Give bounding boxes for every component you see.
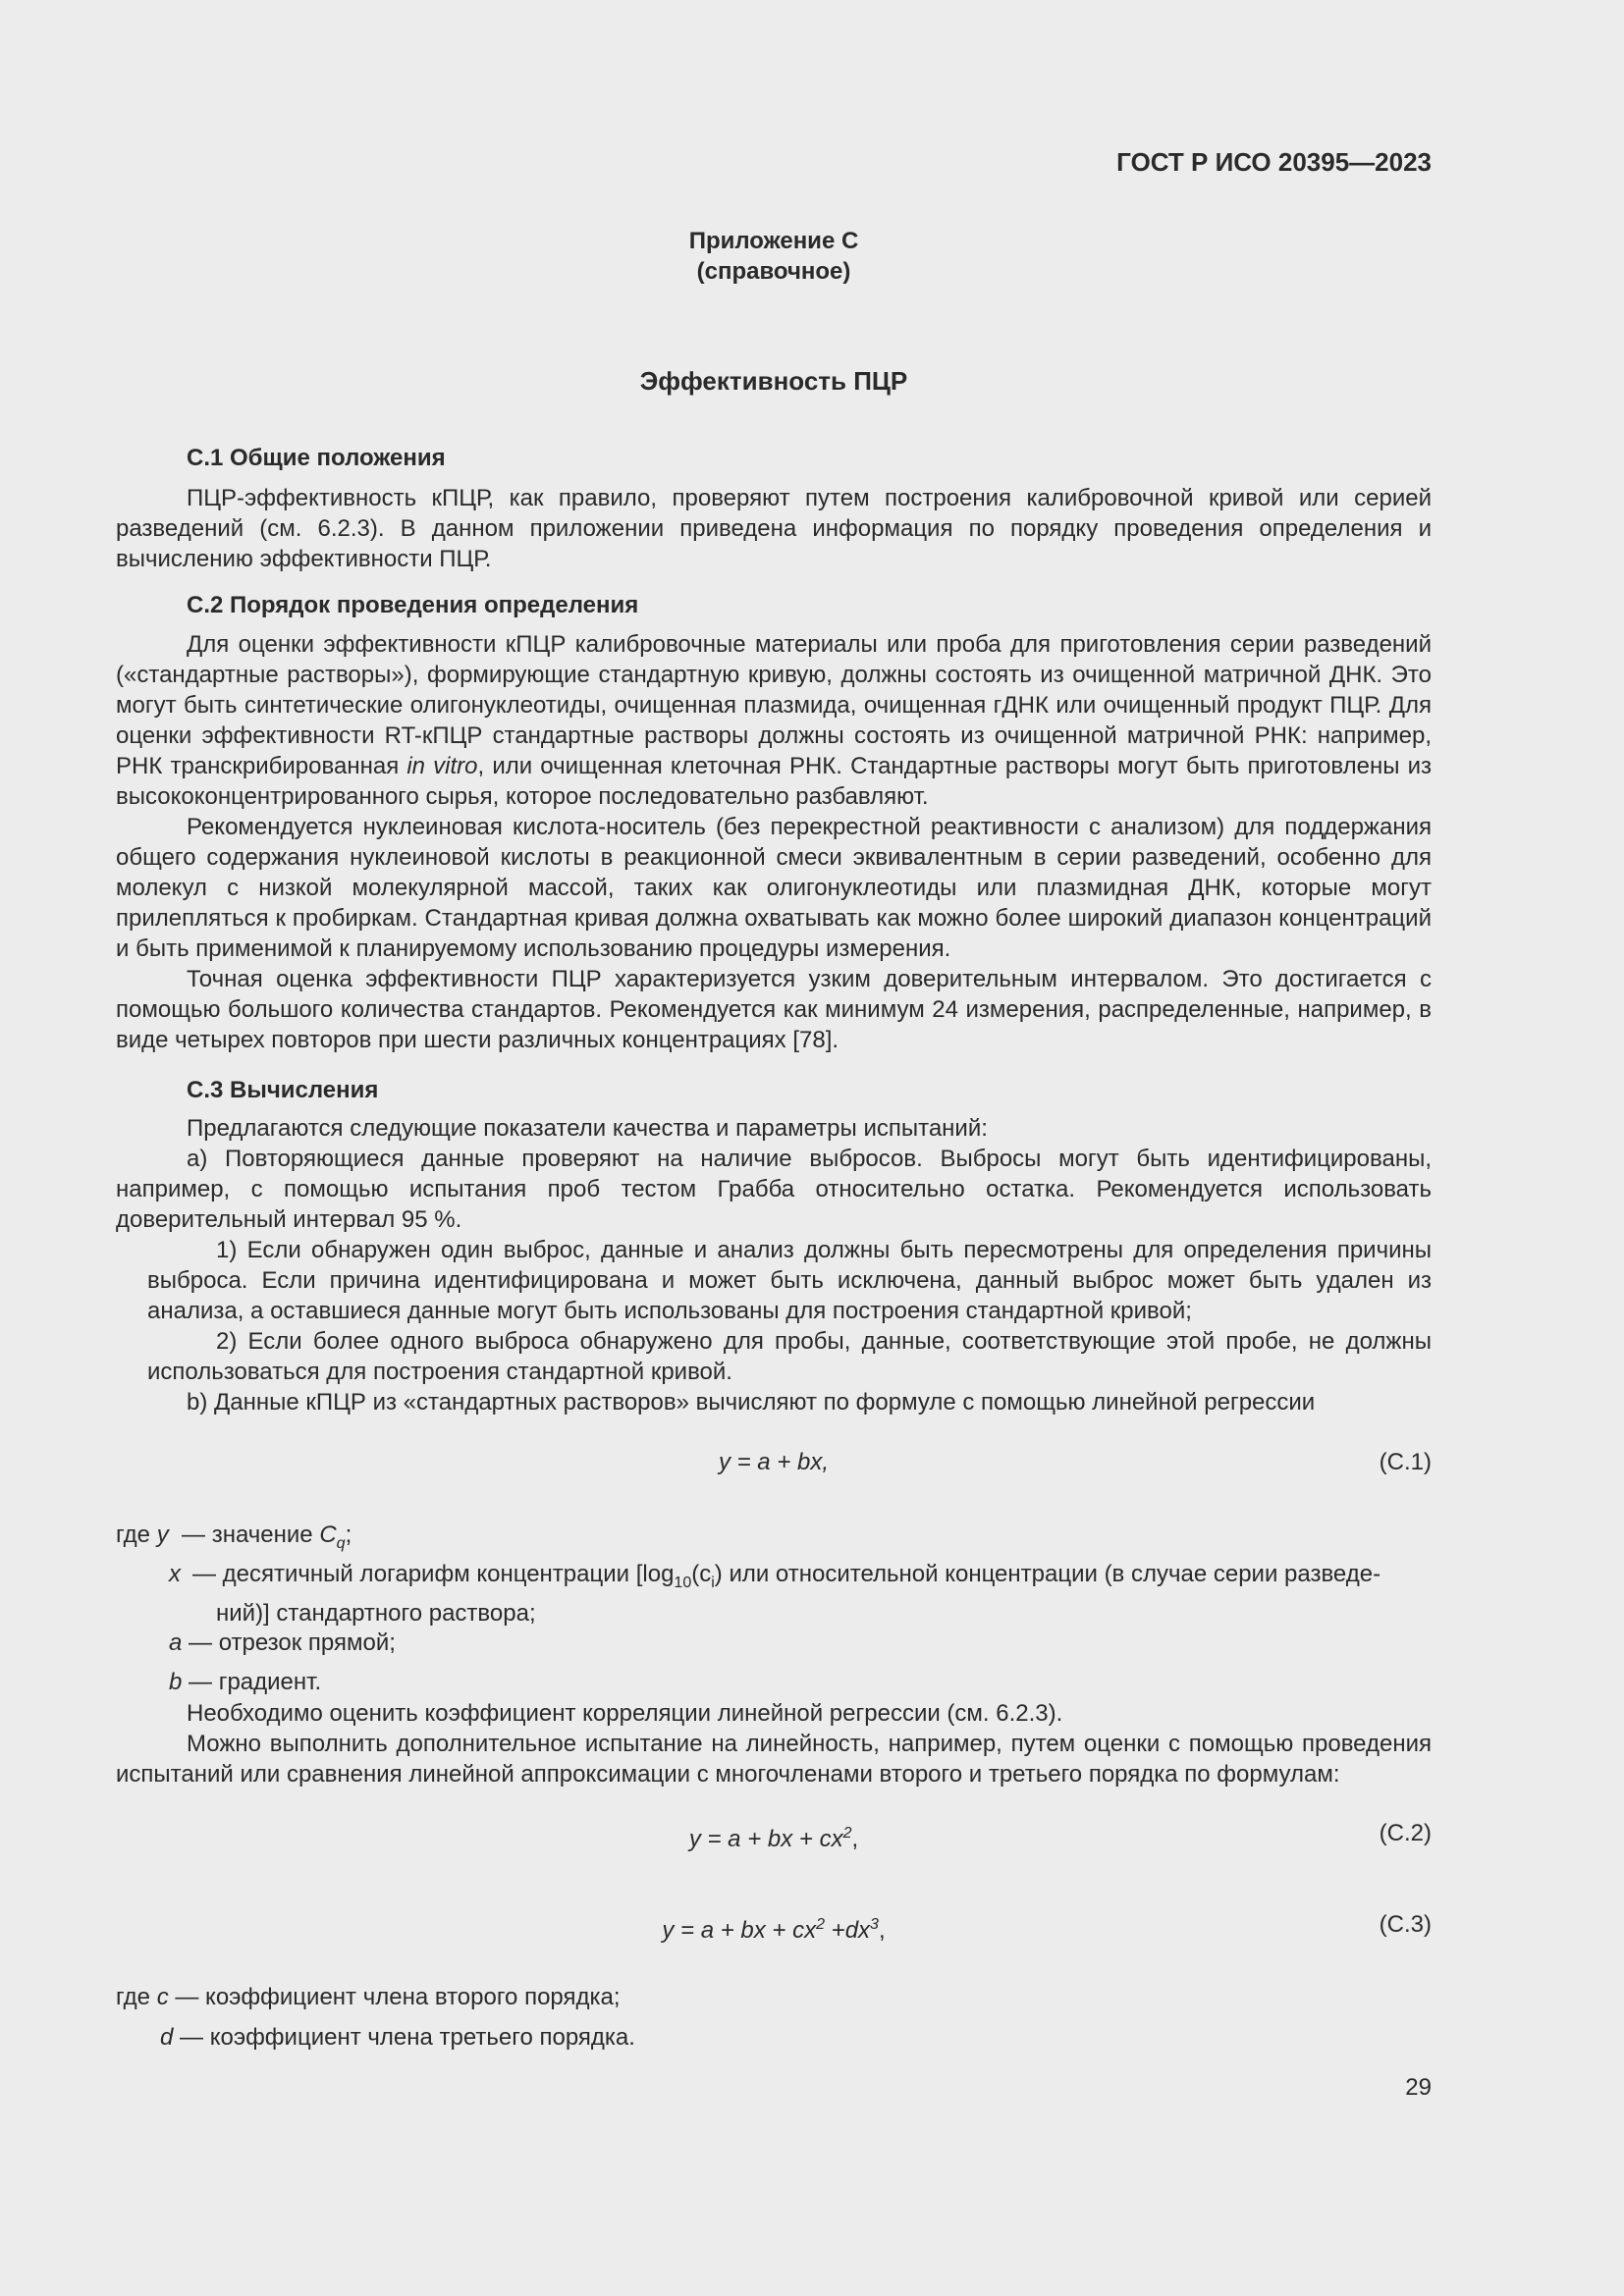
- equation-number: (C.1): [1379, 1449, 1432, 1475]
- appendix-label: Приложение С: [688, 228, 859, 254]
- paragraph: Для оценки эффективности кПЦР калибровочные материалы или проба для приготовления серии разведений («стандартные растворы»), формирующие стандартную кривую, должны состоять из очищенной матричной ДНК. Это могут быть синтетические олигонуклеотиды, очищенная плазмида, очищенная гДНК или очищенный продукт ПЦР. Для оценки эффективности RT-кПЦР стандартные растворы должны состоять из очищенной матричной РНК: например, РНК транскрибированная in vitro, или очищенная клеточная РНК. Стандартные растворы могут быть приготовлены из высококонцентрированного сырья, которое последовательно разбавляют.: [116, 631, 1433, 810]
- equation-number: (C.3): [1379, 1911, 1432, 1938]
- equation-c2: [116, 1818, 1432, 1852]
- list-item-b: b) Данные кПЦР из «стандартных растворов» вычисляют по формуле с помощью линейной регрессии: [187, 1389, 1316, 1415]
- page-number: 29: [1405, 2074, 1432, 2101]
- where-b: b — градиент.: [169, 1669, 322, 1695]
- equation-c3: [116, 1909, 1432, 1944]
- section-c3-body-2: [116, 1698, 1432, 1789]
- paragraph: Предлагаются следующие показатели качества и параметры испытаний:: [187, 1115, 988, 1142]
- equation-formula: y = a + bx,: [718, 1449, 830, 1475]
- paragraph: Необходимо оценить коэффициент корреляции линейной регрессии (см. 6.2.3).: [187, 1700, 1063, 1727]
- appendix-type: (справочное): [696, 258, 851, 285]
- list-item-a1: 1) Если обнаружен один выброс, данные и анализ должны быть пересмотрены для определения причины выброса. Если причина идентифицирована и может быть исключена, данный выброс может быть удален из анализа, а оставшиеся данные могут быть использованы для построения стандартной кривой;: [147, 1237, 1432, 1324]
- equation-formula: y = a + bx + $cx^2 +dx^3$,: [662, 1916, 886, 1944]
- paragraph: Рекомендуется нуклеиновая кислота-носитель (без перекрестной реактивности с анализом) для поддержания общего содержания нуклеиновой кислоты в реакционной смеси эквивалентным в серии разведений, особенно для молекул с низкой молекулярной массой, таких как олигонуклеотиды или плазмидная ДНК, которые могут прилепляться к пробиркам. Стандартная кривая должна охватывать как можно более широкий диапазон концентраций и быть применимой к планируемому использованию процедуры измерения.: [116, 814, 1432, 962]
- page-title: Эффективность ПЦР: [639, 366, 908, 396]
- where-y: где y — значение $C_q$;: [116, 1522, 352, 1552]
- list-item-a2: 2) Если более одного выброса обнаружено для пробы, данные, соответствующие этой пробе, не должны использоваться для построения стандартной кривой.: [147, 1328, 1432, 1385]
- section-c3-body: [116, 1113, 1432, 1235]
- section-c1-heading: С.1 Общие положения: [187, 445, 446, 471]
- where-a: a — отрезок прямой;: [169, 1629, 396, 1656]
- where-c: где c — коэффициент члена второго порядка;: [116, 1984, 621, 2010]
- paragraph: ПЦР-эффективность кПЦР, как правило, проверяют путем построения калибровочной кривой или серией разведений (см. 6.2.3). В данном приложении приведена информация по порядку проведения определения и вычислению эффективности ПЦР.: [116, 485, 1432, 572]
- equation-number: (C.2): [1379, 1820, 1432, 1846]
- equation-formula: y = a + bx + $cx^2$,: [688, 1825, 859, 1852]
- where-x: — десятичный логарифм концентрации [$\log_{10}(c_i)$ или относительной концентрации (в случае серии разведе- ний)] стандартного раствора;: [192, 1561, 1381, 1627]
- where-x-symbol: x: [169, 1561, 181, 1587]
- section-c3-heading: С.3 Вычисления: [187, 1077, 379, 1103]
- section-c1-body: [116, 483, 1432, 574]
- paragraph: Точная оценка эффективности ПЦР характеризуется узким доверительным интервалом. Это достигается с помощью большого количества стандартов. Рекомендуется как минимум 24 измерения, распределенные, например, в виде четырех повторов при шести различных концентрациях [78].: [116, 966, 1432, 1053]
- section-c2-body: [116, 629, 1432, 1055]
- equation-c1: [116, 1447, 1432, 1477]
- document-id-header: ГОСТ Р ИСО 20395—2023: [1116, 147, 1432, 177]
- sublist: [147, 1235, 1432, 1387]
- where-d: d — коэффициент члена третьего порядка.: [160, 2024, 635, 2051]
- section-c3-body-b: [116, 1387, 1432, 1417]
- appendix-heading: [116, 226, 1432, 287]
- paragraph: Можно выполнить дополнительное испытание на линейность, например, путем оценки с помощью проведения испытаний или сравнения линейной аппроксимации с многочленами второго и третьего порядка по формулам:: [116, 1731, 1432, 1788]
- section-c2-heading: С.2 Порядок проведения определения: [187, 592, 639, 618]
- in-vitro-term: in vitro: [406, 753, 478, 779]
- list-item-a: a) Повторяющиеся данные проверяют на наличие выбросов. Выбросы могут быть идентифицированы, например, с помощью испытания проб тестом Грабба относительно остатка. Рекомендуется использовать доверительный интервал 95 %.: [116, 1146, 1432, 1233]
